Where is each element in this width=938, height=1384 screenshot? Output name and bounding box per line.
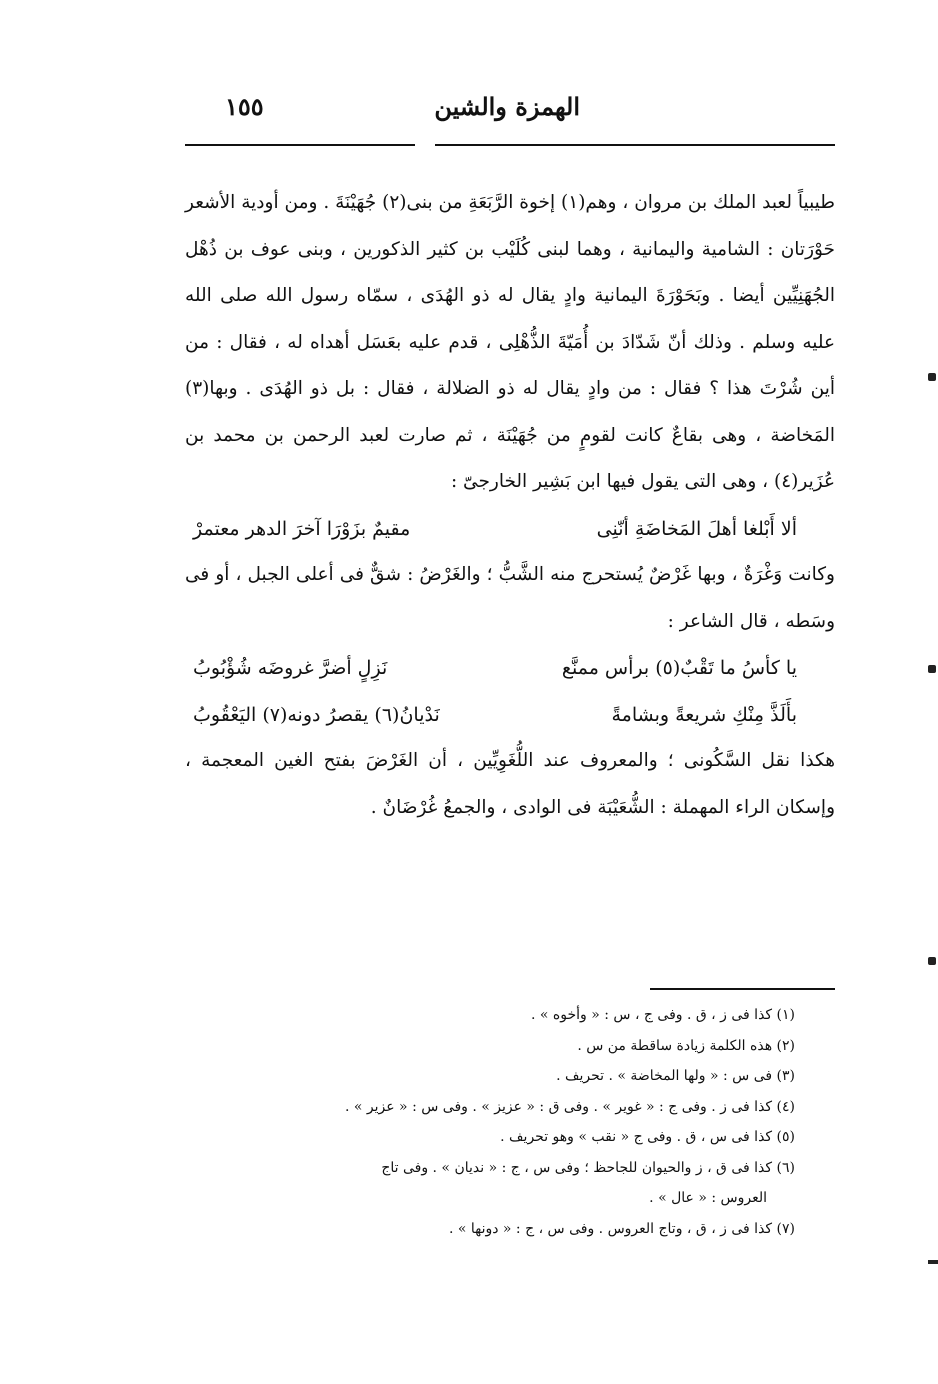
margin-mark bbox=[928, 373, 936, 381]
page-header bbox=[185, 92, 835, 142]
footnote-6: (٦) كذا فى ق ، ز والحيوان للجاحظ ؛ وفى س ، ج : « نديان » . وفى تاج bbox=[381, 1159, 795, 1176]
verse-3-first-hemistich: بأَلَذَّ مِنْكِ شريعةً وبشامةً bbox=[611, 703, 797, 726]
verse-2-first-hemistich: يا كأسُ ما تَقْبٌ(٥) برأس ممنَّع bbox=[561, 657, 797, 679]
margin-mark bbox=[928, 957, 936, 965]
edge-mark bbox=[928, 1260, 938, 1264]
verse-1-first-hemistich: ألا أَبْلغا أهلَ المَخاضَةِ أنّنِى bbox=[596, 517, 797, 540]
verse-1 bbox=[185, 506, 835, 553]
footnote-6-continuation: العروس : « عال » . bbox=[649, 1190, 767, 1206]
footnote-1: (١) كذا فى ز ، ق . وفى ج ، س : « وأخوه » . bbox=[530, 1007, 795, 1023]
paragraph-2: وكانت وَغْرَةٌ ، وبها غَرْضٌ يُستحرج منه الشَّبُّ ؛ والغَرْضُ : شقٌّ فى أعلى الجبل ، أو فى وسَطه ، قال الشاعر : bbox=[185, 564, 835, 632]
footnote-4: (٤) كذا فى ز . وفى ج : « غوير » . وفى ق : « عزيز » . وفى س : « عزير » . bbox=[344, 1098, 795, 1115]
footnote-3: (٣) فى س : « ولها المخاضة » . تحريف . bbox=[556, 1068, 795, 1084]
verse-2 bbox=[185, 645, 835, 692]
paragraph-1: طيبياً لعبد الملك بن مروان ، وهم(١) إخوة الرَّبَعَةِ من بنى(٢) جُهَيْنَةَ . ومن أودية الأشعر حَوْرَتان : الشامية واليمانية ، وهما لبنى كُلَيْب بن كثير الذكورين ، وبنى عوف بن ذُهْل الجُهَنِيِّين أيضا . وبَحَوْرَةَ اليمانية وادٍ يقال له ذو الهُدَى ، سمّاه رسول الله صلى الله عليه وسلم . وذلك أنّ شَدّادَ بن أُمَيّةَ الذُّهْلِى ، قدم عليه بعَسَل أهداه له ، فقال : من أين شُرْتَ هذا ؟ فقال : من وادٍ يقال له ذو الضلالة ، فقال : بل ذو الهُدَى . وبها(٣) المَخاضة ، وهى بقاعٌ كانت لقومٍ من جُهَيْنَة ، ثم صارت لعبد الرحمن بن محمد بن عُزَير(٤) ، وهى التى يقول فيها ابن بَشِير الخارجىّ : bbox=[185, 192, 835, 492]
verse-3-second-hemistich: نَدْيانُ(٦) يقصرُ دونه(٧) اليَعْقُوبُ bbox=[193, 703, 440, 726]
footnote-5: (٥) كذا فى س ، ق . وفى ج « نقب » وهو تحريف . bbox=[500, 1129, 795, 1145]
paragraph-3: هكذا نقل السَّكُونى ؛ والمعروف عند اللُّغَوِيِّين ، أن الغَرْضَ بفتح الغين المعجمة ، وإسكان الراء المهملة : الشُّعَيْبَة فى الوادى ، والجمعُ غُرْضَانٌ . bbox=[185, 750, 835, 818]
header-rule-left bbox=[185, 144, 415, 146]
page-number: ١٥٥ bbox=[225, 92, 264, 121]
footnote-rule bbox=[650, 988, 835, 990]
running-title: الهمزة والشين bbox=[434, 92, 580, 121]
verse-3 bbox=[185, 692, 835, 739]
footnote-7: (٧) كذا فى ز ، ق ، وتاج العروس . وفى س ، ج : « دونها » . bbox=[448, 1220, 795, 1237]
verse-1-second-hemistich: مقيمٌ بزَوْرَا آخرَ الدهر معتمرْ bbox=[193, 517, 411, 540]
main-text bbox=[185, 180, 835, 831]
header-rule-right bbox=[435, 144, 835, 146]
footnote-2: (٢) هذه الكلمة زيادة ساقطة من س . bbox=[577, 1037, 795, 1054]
footnotes bbox=[180, 1000, 795, 1244]
verse-2-second-hemistich: نَزِلٍ أضرَّ غروضَه شُؤْبُوبُ bbox=[193, 657, 388, 679]
margin-mark bbox=[928, 665, 936, 673]
